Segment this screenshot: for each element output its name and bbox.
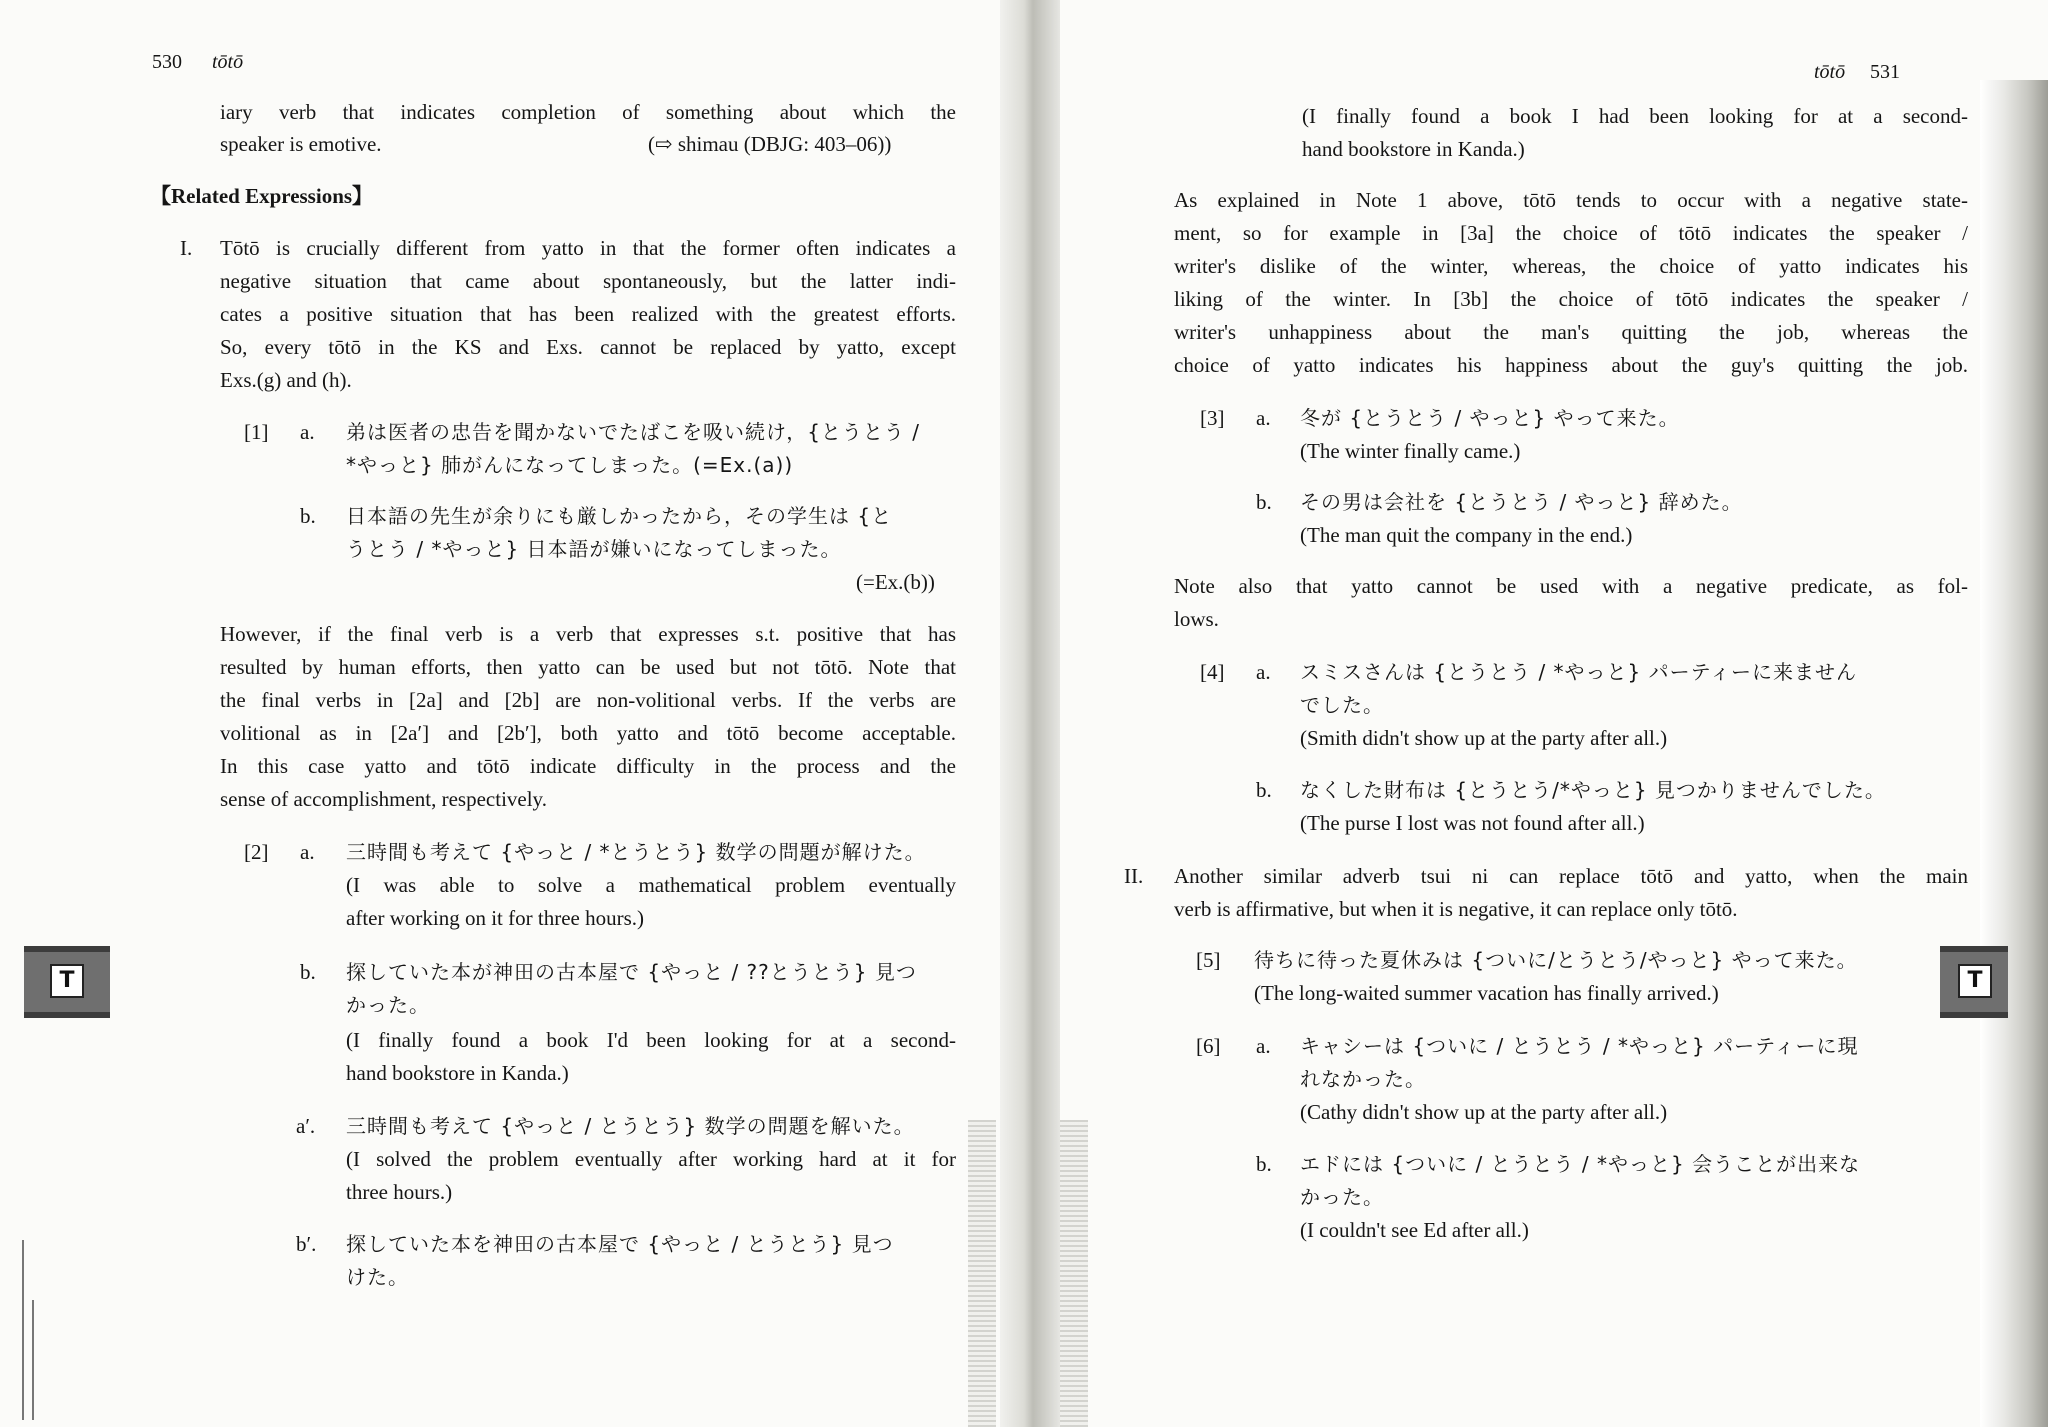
example-japanese: かった。 — [346, 993, 430, 1017]
example-translation: (I solved the problem eventually after working hard at it for — [346, 1147, 956, 1171]
example-label: a. — [1256, 1034, 1271, 1058]
translation-continued: hand bookstore in Kanda.) — [1302, 137, 1525, 161]
paragraph-line: verb is affirmative, but when it is negative, it can replace only tōtō. — [1174, 897, 1738, 921]
left-page — [0, 0, 1000, 1427]
example-translation: (I was able to solve a mathematical problem eventually — [346, 873, 956, 897]
example-japanese: 弟は医者の忠告を聞かないでたばこを吸い続け，{とうとう / — [346, 420, 921, 444]
example-japanese: でした。 — [1300, 693, 1384, 717]
running-head-right: tōtō — [1814, 61, 1846, 83]
example-japanese: うとう / *やっと} 日本語が嫌いになってしまった。 — [346, 537, 842, 561]
book-gutter — [1000, 0, 1060, 1427]
example-label: b. — [1256, 1152, 1272, 1176]
example-translation: (I finally found a book I'd been looking for at a second- — [346, 1028, 956, 1052]
example-label: b′. — [296, 1232, 317, 1256]
example-label: a. — [300, 840, 315, 864]
paragraph-line: cates a positive situation that has been realized with the greatest efforts. — [220, 302, 956, 326]
section-heading: 【Related Expressions】 — [150, 184, 374, 208]
roman-numeral-II: II. — [1124, 864, 1144, 888]
paragraph-line: writer's dislike of the winter, whereas, the choice of yatto indicates his — [1174, 254, 1968, 278]
example-translation: (The purse I lost was not found after all.) — [1300, 811, 1645, 835]
example-japanese: れなかった。 — [1300, 1067, 1426, 1091]
thumb-tab-letter: T — [50, 964, 84, 998]
paragraph-line: As explained in Note 1 above, tōtō tends to occur with a negative state- — [1174, 188, 1968, 212]
example-label: a. — [1256, 406, 1271, 430]
thumb-tab — [24, 946, 110, 1018]
paragraph-line: Another similar adverb tsui ni can replace tōtō and yatto, when the main — [1174, 864, 1968, 888]
paragraph-line: resulted by human efforts, then yatto can be used but not tōtō. Note that — [220, 655, 956, 679]
paragraph-line: Exs.(g) and (h). — [220, 368, 352, 392]
paragraph-line: In this case yatto and tōtō indicate difficulty in the process and the — [220, 754, 956, 778]
scan-edge-line — [32, 1300, 34, 1420]
example-translation: after working on it for three hours.) — [346, 906, 644, 930]
example-number: [4] — [1200, 660, 1225, 684]
example-number: [1] — [244, 420, 269, 444]
paragraph-line: the final verbs in [2a] and [2b] are non-volitional verbs. If the verbs are — [220, 688, 956, 712]
example-label: b. — [1256, 778, 1272, 802]
example-translation: (I couldn't see Ed after all.) — [1300, 1218, 1529, 1242]
example-japanese: なくした財布は {とうとう/*やっと} 見つかりませんでした。 — [1300, 778, 1886, 802]
translation-continued: (I finally found a book I had been looking for at a second- — [1302, 104, 1968, 128]
right-page — [1060, 0, 2048, 1427]
scan-shadow — [1060, 1120, 1088, 1427]
example-number: [6] — [1196, 1034, 1221, 1058]
example-translation: (Cathy didn't show up at the party after all.) — [1300, 1100, 1668, 1124]
paragraph-line: However, if the final verb is a verb that expresses s.t. positive that has — [220, 622, 956, 646]
example-japanese: 日本語の先生が余りにも厳しかったから，その学生は {と — [346, 504, 893, 528]
paragraph-line: sense of accomplishment, respectively. — [220, 787, 547, 811]
thumb-tab — [1940, 946, 2008, 1018]
running-head-left: tōtō — [212, 51, 244, 73]
page-number-left: 530 — [152, 51, 182, 73]
paragraph-line: So, every tōtō in the KS and Exs. cannot be replaced by yatto, except — [220, 335, 956, 359]
example-japanese: エドには {ついに / とうとう / *やっと} 会うことが出来な — [1300, 1152, 1861, 1176]
example-label: b. — [300, 504, 316, 528]
example-translation: (Smith didn't show up at the party after all.) — [1300, 726, 1668, 750]
paragraph-line: liking of the winter. In [3b] the choice of tōtō indicates the speaker / — [1174, 287, 1968, 311]
example-translation: (The man quit the company in the end.) — [1300, 523, 1633, 547]
page-number-right: 531 — [1870, 61, 1900, 83]
example-label: a. — [1256, 660, 1271, 684]
example-japanese: スミスさんは {とうとう / *やっと} パーティーに来ません — [1300, 660, 1858, 684]
example-japanese: 冬が {とうとう / やっと} やって来た。 — [1300, 406, 1680, 430]
example-japanese: その男は会社を {とうとう / やっと} 辞めた。 — [1300, 490, 1743, 514]
example-number: [5] — [1196, 948, 1221, 972]
intro-line: speaker is emotive. — [220, 132, 382, 156]
example-reference: (=Ex.(b)) — [856, 570, 935, 594]
example-japanese: 三時間も考えて {やっと / とうとう} 数学の問題を解いた。 — [346, 1114, 915, 1138]
example-translation: (The long-waited summer vacation has finally arrived.) — [1254, 981, 1719, 1005]
paragraph-line: Note also that yatto cannot be used with a negative predicate, as fol- — [1174, 574, 1968, 598]
example-translation: hand bookstore in Kanda.) — [346, 1061, 569, 1085]
roman-numeral-I: I. — [180, 236, 193, 260]
scan-edge-line — [22, 1240, 24, 1420]
scan-shadow — [968, 1120, 996, 1427]
paragraph-line: writer's unhappiness about the man's quitting the job, whereas the — [1174, 320, 1968, 344]
example-japanese: けた。 — [346, 1265, 409, 1289]
example-translation: (The winter finally came.) — [1300, 439, 1521, 463]
intro-reference: (⇨ shimau (DBJG: 403–06)) — [648, 132, 892, 156]
thumb-tab-letter: T — [1958, 964, 1992, 998]
example-label: a′. — [296, 1114, 316, 1138]
paragraph-line: ment, so for example in [3a] the choice of tōtō indicates the speaker / — [1174, 221, 1968, 245]
page-edge-shadow — [1980, 80, 2048, 1427]
intro-line: iary verb that indicates completion of something about which the — [220, 100, 956, 124]
example-label: a. — [300, 420, 315, 444]
example-japanese: 探していた本が神田の古本屋で {やっと / ??とうとう} 見つ — [346, 960, 917, 984]
example-japanese: 探していた本を神田の古本屋で {やっと / とうとう} 見つ — [346, 1232, 894, 1256]
example-label: b. — [1256, 490, 1272, 514]
example-number: [3] — [1200, 406, 1225, 430]
example-translation: three hours.) — [346, 1180, 453, 1204]
example-number: [2] — [244, 840, 269, 864]
paragraph-line: negative situation that came about spontaneously, but the latter indi- — [220, 269, 956, 293]
paragraph-line: choice of yatto indicates his happiness about the guy's quitting the job. — [1174, 353, 1968, 377]
example-japanese: 待ちに待った夏休みは {ついに/とうとう/やっと} やって来た。 — [1254, 948, 1858, 972]
example-japanese: キャシーは {ついに / とうとう / *やっと} パーティーに現 — [1300, 1034, 1859, 1058]
paragraph-line: Tōtō is crucially different from yatto in that the former often indicates a — [220, 236, 956, 260]
example-japanese: 三時間も考えて {やっと / *とうとう} 数学の問題が解けた。 — [346, 840, 926, 864]
example-label: b. — [300, 960, 316, 984]
example-japanese: *やっと} 肺がんになってしまった。(=Ex.(a)) — [346, 453, 794, 477]
paragraph-line: lows. — [1174, 607, 1219, 631]
example-japanese: かった。 — [1300, 1185, 1384, 1209]
paragraph-line: volitional as in [2a′] and [2b′], both yatto and tōtō become acceptable. — [220, 721, 956, 745]
